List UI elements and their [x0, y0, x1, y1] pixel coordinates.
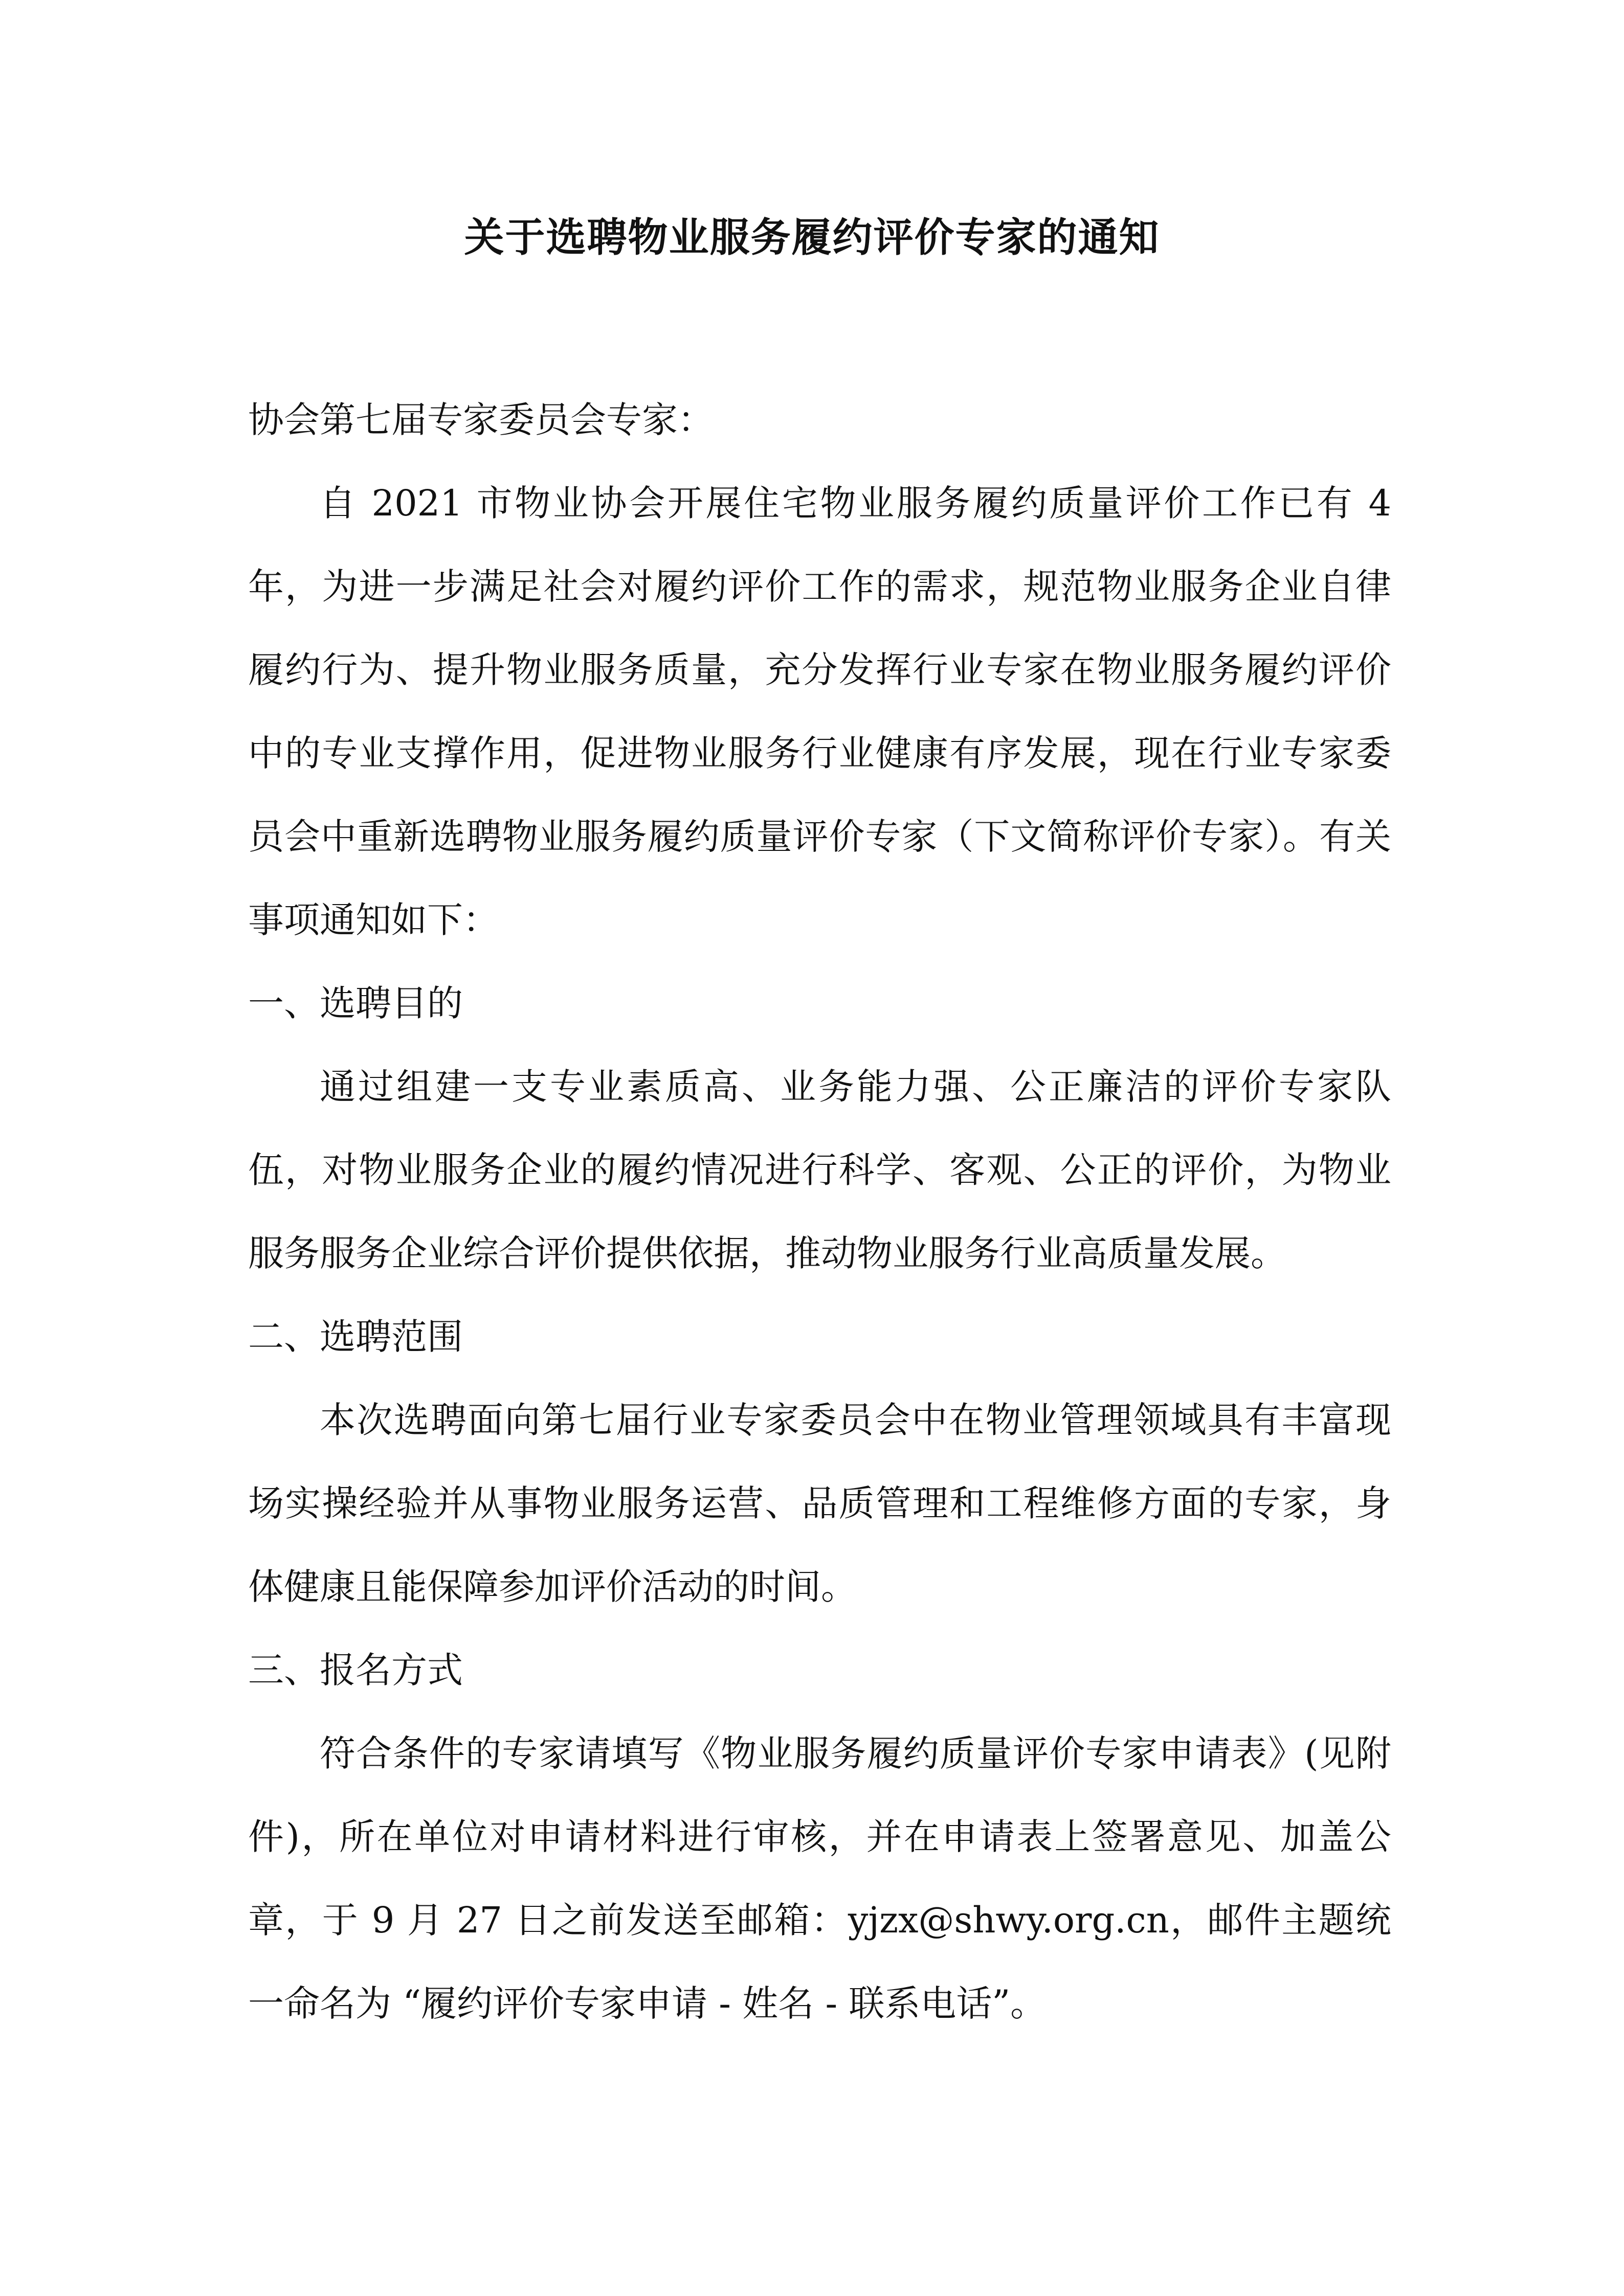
- section-text-scope: 本次选聘面向第七届行业专家委员会中在物业管理领域具有丰富现场实操经验并从事物业服务运营、品质管理和工程维修方面的专家，身体健康且能保障参加评价活动的时间。: [248, 1399, 1391, 1608]
- section-heading-purpose: 一、选聘目的: [248, 982, 463, 1024]
- salutation: 协会第七届专家委员会专家：: [248, 399, 714, 441]
- section-text-registration: 符合条件的专家请填写《物业服务履约质量评价专家申请表》(见附件)，所在单位对申请材料进行审核，并在申请表上签署意见、加盖公章，于 9 月 27 日之前发送至邮箱：yjzx@shwy.org.cn，邮件主题统一命名为 “履约评价专家申请 - 姓名 - 联系电话”。: [248, 1732, 1391, 2024]
- section-text-purpose: 通过组建一支专业素质高、业务能力强、公正廉洁的评价专家队伍，对物业服务企业的履约情况进行科学、客观、公正的评价，为物业服务服务企业综合评价提供依据，推动物业服务行业高质量发展。: [248, 1066, 1391, 1274]
- intro-paragraph: 自 2021 市物业协会开展住宅物业服务履约质量评价工作已有 4 年，为进一步满足社会对履约评价工作的需求，规范物业服务企业自律履约行为、提升物业服务质量，充分发挥行业专家在物业服务履约评价中的专业支撑作用，促进物业服务行业健康有序发展，现在行业专家委员会中重新选聘物业服务履约质量评价专家（下文简称评价专家）。有关事项通知如下：: [248, 482, 1391, 941]
- section-heading-scope: 二、选聘范围: [248, 1316, 463, 1358]
- section-heading-registration: 三、报名方式: [248, 1649, 463, 1691]
- document-title: 关于选聘物业服务履约评价专家的通知: [464, 215, 1160, 261]
- document-body: [248, 378, 1391, 2045]
